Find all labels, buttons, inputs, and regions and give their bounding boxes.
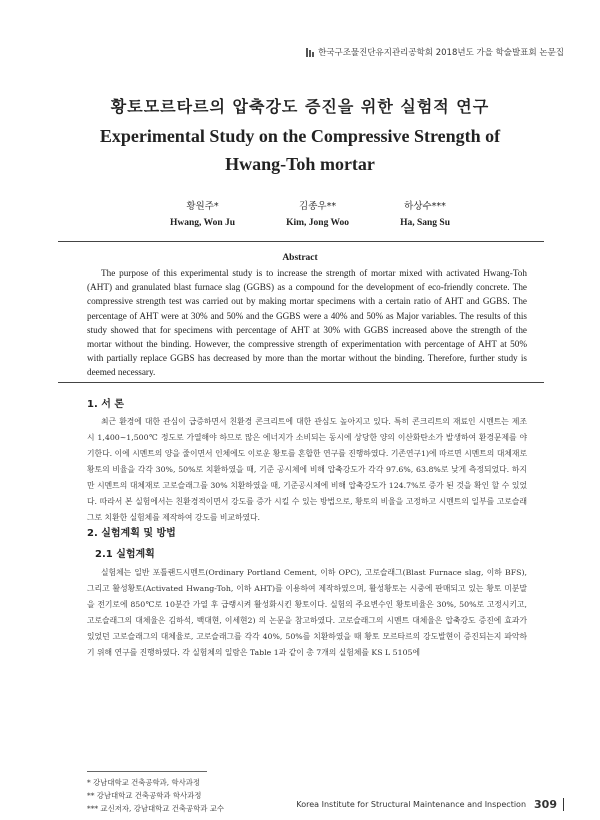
author-name-ko: 황원주* <box>186 201 219 212</box>
section-1-body: 최근 환경에 대한 관심이 급증하면서 친환경 콘크리트에 대한 관심도 높아지고 있다. 특히 콘크리트의 재료인 시멘트는 제조 시 1,400~1,500℃ 정도로 가열해야 하므로 많은 에너지가 소비되는 동시에 상당한 양의 이산화탄소가 발생하여 환경문제를 야기한다. 이에 시멘트의 양을 줄이면서 인체에도 이로운 황토를 혼합한 연구를 진행하였다. 기존연구1)에 따르면 시멘트의 대체재로 황토의 비율을 각각 30%, 50%로 치환하였을 때, 기준 공시체에 비해 압축강도가 각각 97.6%, 63.8%로 낮게 측정되었다. 하지만 시멘트의 대체재로 고로슬래그를 30% 치환하였을 때, 기준공시체에 비해 압축강도가 124.7%로 증가 된 것을 확인 할 수 있었다. 따라서 본 실험에서는 친환경적이면서 강도를 증가 시킬 수 있는 방법으로, 황토의 비율을 고정하고 시멘트의 일부를 고로슬래그로 치환한 실험체를 제작하여 강도를 비교하였다. <box>87 417 527 522</box>
footer-organization: Korea Institute for Structural Maintenance and Inspection <box>296 800 527 809</box>
abstract-bottom-rule <box>58 382 544 383</box>
title-english-line1: Experimental Study on the Compressive Strength of <box>99 126 501 146</box>
footnotes <box>87 776 224 815</box>
title-english <box>0 122 600 178</box>
footnote-2: ** 강남대학교 건축공학과 학사과정 <box>87 791 202 800</box>
author-name-ko: 김종우** <box>299 201 337 212</box>
abstract-text: The purpose of this experimental study is to increase the strength of mortar mixed with activated Hwang-Toh (AHT) and granulated blast furnace slag (GGBS) as a compound for the development of eco-friendly concrete. The compressive strength test was carried out by making mortar specimens with a certain ratio of AHT and GGBS. The percentage of AHT were at 30% and 50% and the GGBS were a 40% and 50% as Major variables. The results of this study showed that for specimens with percentage of AHT at 30% with GGBS increased above the strength of the mortar without the binding. However, the compressive strength of experimentation with percentage of AHT at 50% with partially replace GGBS has decreased by more than the mortar without the binding. Therefore, further study is deemed necessary. <box>87 268 527 378</box>
section-2-1-heading: 2.1 실험계획 <box>95 549 155 560</box>
running-header <box>306 46 564 58</box>
author-3 <box>400 198 450 228</box>
section-2-heading: 2. 실험계획 및 방법 <box>87 528 176 539</box>
page-footer <box>296 798 564 811</box>
author-name-ko: 하상수*** <box>404 201 446 212</box>
book-icon <box>306 48 314 57</box>
title-english-line2: Hwang-Toh mortar <box>225 154 375 174</box>
author-2 <box>286 198 349 228</box>
author-name-en: Hwang, Won Ju <box>170 218 236 228</box>
header-text: 한국구조물진단유지관리공학회 2018년도 가을 학술발표회 논문집 <box>318 48 564 58</box>
author-name-en: Kim, Jong Woo <box>286 218 350 228</box>
page-number: 309 <box>534 798 564 811</box>
abstract-top-rule <box>58 241 544 242</box>
author-list <box>170 198 450 228</box>
author-name-en: Ha, Sang Su <box>400 218 450 228</box>
footnote-rule <box>87 771 207 772</box>
title-korean: 황토모르타르의 압축강도 증진을 위한 실험적 연구 <box>110 97 490 116</box>
footnote-1: * 강남대학교 건축공학과, 학사과정 <box>87 778 201 787</box>
section-2-1-body: 실험체는 일반 포틀랜드시멘트(Ordinary Portland Cement, 이하 OPC), 고로슬래그(Blast Furnace slag, 이하 BFS), 그리고 활성황토(Activated Hwang-Toh, 이하 AHT)를 이용하여 제작하였으며, 활성황토는 시중에 판매되고 있는 황토 미분말을 전기로에 850℃로 10분간 가열 후 급랭시켜 활성화시킨 황토이다. 실험의 주요변수인 황토비율은 30%, 50%로 고정시키고, 고로슬래그의 대체율은 김하석, 백대현, 이세현2) 의 논문을 참고하였다. 고로슬래그의 시멘트 대체율은 압축강도 증진에 효과가 있었던 고로슬래그의 대체율로, 고로슬래그를 각각 40%, 50%를 치환하였을 때 황토 모르타르의 강도발현이 증진되는지 파악하기 위해 연구를 진행하였다. 각 실험체의 일람은 Table 1과 같이 총 7개의 실험체를 KS L 5105에 <box>87 568 527 657</box>
author-1 <box>170 198 235 228</box>
section-1-heading: 1. 서 론 <box>87 399 125 410</box>
abstract-heading: Abstract <box>282 253 318 263</box>
footnote-3: *** 교신저자, 강남대학교 건축공학과 교수 <box>87 804 225 813</box>
